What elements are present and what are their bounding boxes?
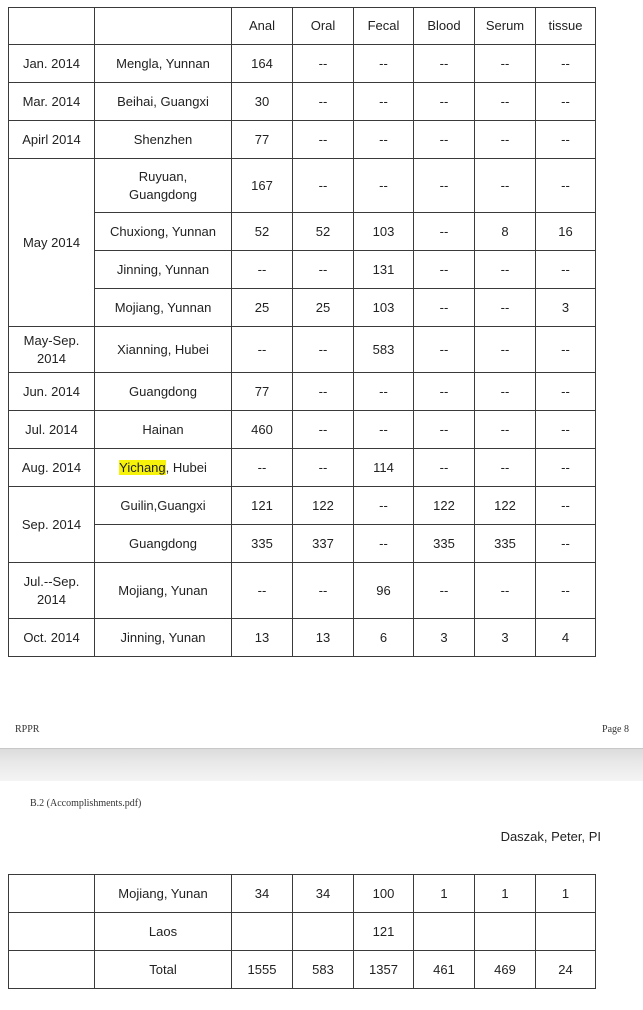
location-cell: Beihai, Guangxi [95,83,232,121]
total-row [9,951,596,989]
fecal-cell: -- [354,525,414,563]
fecal-cell: -- [354,373,414,411]
table-row [9,487,596,525]
location-cell [95,449,232,487]
tissue-total: 24 [536,951,596,989]
location-cell: Guangdong [95,373,232,411]
anal-cell: 77 [232,121,293,159]
fecal-cell: -- [354,159,414,213]
tissue-cell: -- [536,121,596,159]
table-row [9,875,596,913]
oral-cell: -- [293,449,354,487]
anal-cell: 335 [232,525,293,563]
serum-total: 469 [475,951,536,989]
page-separator [0,748,643,781]
serum-cell: -- [475,121,536,159]
oral-cell: -- [293,83,354,121]
serum-cell: -- [475,449,536,487]
table-row [9,121,596,159]
oral-cell: 52 [293,213,354,251]
blood-cell: -- [414,449,475,487]
anal-cell: 25 [232,289,293,327]
table-row [9,619,596,657]
anal-cell: -- [232,327,293,373]
serum-cell: 8 [475,213,536,251]
location-cell: Jinning, Yunnan [95,251,232,289]
fecal-total: 1357 [354,951,414,989]
tissue-cell [536,913,596,951]
tissue-cell: -- [536,563,596,619]
oral-cell: -- [293,159,354,213]
blood-cell: -- [414,159,475,213]
date-cell [9,875,95,913]
serum-cell: 122 [475,487,536,525]
tissue-cell: 3 [536,289,596,327]
table-row [9,159,596,213]
location-cell: Guangdong [95,525,232,563]
location-cell: Hainan [95,411,232,449]
serum-cell: 3 [475,619,536,657]
tissue-cell: 1 [536,875,596,913]
tissue-cell: -- [536,251,596,289]
header-cell [9,8,95,45]
tissue-cell: -- [536,327,596,373]
samples-table [8,7,596,657]
fecal-cell: 583 [354,327,414,373]
header-cell: tissue [536,8,596,45]
anal-cell: 52 [232,213,293,251]
blood-cell: -- [414,327,475,373]
oral-cell: 337 [293,525,354,563]
fecal-cell: 103 [354,289,414,327]
blood-cell: -- [414,45,475,83]
oral-cell [293,913,354,951]
fecal-cell: 114 [354,449,414,487]
oral-cell: -- [293,45,354,83]
blood-cell: 335 [414,525,475,563]
location-cell: Laos [95,913,232,951]
fecal-cell: -- [354,45,414,83]
table-row [9,411,596,449]
fecal-cell: 96 [354,563,414,619]
serum-cell: -- [475,83,536,121]
footer-rppr: RPPR [15,724,40,735]
anal-cell: 77 [232,373,293,411]
location-rest: , Hubei [165,459,207,475]
samples-table-continued [8,874,596,989]
header-cell: Oral [293,8,354,45]
serum-cell: -- [475,563,536,619]
table-row [9,289,596,327]
header-cell: Blood [414,8,475,45]
blood-cell: -- [414,83,475,121]
fecal-cell: 100 [354,875,414,913]
date-cell: Jun. 2014 [9,373,95,411]
date-cell: May-Sep. 2014 [9,327,95,373]
oral-cell: -- [293,121,354,159]
tissue-cell: -- [536,159,596,213]
location-cell: Jinning, Yunan [95,619,232,657]
oral-cell: -- [293,411,354,449]
date-cell: Sep. 2014 [9,487,95,563]
header-row [9,8,596,45]
table-row [9,45,596,83]
serum-cell: -- [475,327,536,373]
table-row [9,449,596,487]
location-cell: Mojiang, Yunan [95,875,232,913]
date-cell [9,951,95,989]
date-cell: Apirl 2014 [9,121,95,159]
serum-cell: -- [475,373,536,411]
tissue-cell: -- [536,373,596,411]
oral-total: 583 [293,951,354,989]
header-cell: Serum [475,8,536,45]
fecal-cell: 121 [354,913,414,951]
date-cell: Jan. 2014 [9,45,95,83]
tissue-cell: -- [536,525,596,563]
table-row [9,83,596,121]
oral-cell: 34 [293,875,354,913]
anal-cell: 121 [232,487,293,525]
location-cell: Xianning, Hubei [95,327,232,373]
total-label: Total [95,951,232,989]
blood-cell: -- [414,121,475,159]
date-cell: May 2014 [9,159,95,327]
oral-cell: 122 [293,487,354,525]
oral-cell: -- [293,373,354,411]
fecal-cell: 131 [354,251,414,289]
table-row [9,913,596,951]
fecal-cell: 103 [354,213,414,251]
blood-cell: 122 [414,487,475,525]
oral-cell: 13 [293,619,354,657]
oral-cell: -- [293,563,354,619]
blood-cell: -- [414,251,475,289]
table-row [9,373,596,411]
serum-cell [475,913,536,951]
date-cell [9,913,95,951]
serum-cell: -- [475,251,536,289]
serum-cell: -- [475,411,536,449]
anal-cell: 30 [232,83,293,121]
blood-cell: -- [414,563,475,619]
serum-cell: -- [475,289,536,327]
blood-cell: -- [414,373,475,411]
anal-cell: 13 [232,619,293,657]
anal-cell: 167 [232,159,293,213]
date-cell: Mar. 2014 [9,83,95,121]
tissue-cell: -- [536,83,596,121]
date-cell: Jul. 2014 [9,411,95,449]
pi-name: Daszak, Peter, PI [500,829,601,844]
anal-total: 1555 [232,951,293,989]
header-cell: Anal [232,8,293,45]
tissue-cell: -- [536,411,596,449]
oral-cell: -- [293,251,354,289]
blood-cell: 3 [414,619,475,657]
tissue-cell: 16 [536,213,596,251]
date-cell: Jul.--Sep. 2014 [9,563,95,619]
location-cell: Guilin,Guangxi [95,487,232,525]
search-highlight: Yichang [119,459,166,475]
blood-cell [414,913,475,951]
anal-cell: -- [232,449,293,487]
location-cell: Shenzhen [95,121,232,159]
anal-cell: -- [232,251,293,289]
table-row [9,213,596,251]
header-cell [95,8,232,45]
tissue-cell: -- [536,45,596,83]
fecal-cell: 6 [354,619,414,657]
serum-cell: -- [475,159,536,213]
tissue-cell: -- [536,449,596,487]
location-cell: Chuxiong, Yunnan [95,213,232,251]
page-number: Page 8 [602,724,629,735]
date-cell: Oct. 2014 [9,619,95,657]
tissue-cell: -- [536,487,596,525]
table-row [9,563,596,619]
location-cell: Ruyuan, Guangdong [95,159,232,213]
location-cell: Mengla, Yunnan [95,45,232,83]
fecal-cell: -- [354,487,414,525]
anal-cell: 460 [232,411,293,449]
table-row [9,327,596,373]
blood-cell: -- [414,213,475,251]
table-row [9,525,596,563]
anal-cell: 164 [232,45,293,83]
serum-cell: -- [475,45,536,83]
next-page-header: B.2 (Accomplishments.pdf) [30,798,142,809]
oral-cell: 25 [293,289,354,327]
header-cell: Fecal [354,8,414,45]
location-cell: Mojiang, Yunnan [95,289,232,327]
fecal-cell: -- [354,83,414,121]
date-cell: Aug. 2014 [9,449,95,487]
fecal-cell: -- [354,121,414,159]
blood-cell: -- [414,411,475,449]
tissue-cell: 4 [536,619,596,657]
serum-cell: 335 [475,525,536,563]
table-row [9,251,596,289]
blood-total: 461 [414,951,475,989]
anal-cell: -- [232,563,293,619]
anal-cell: 34 [232,875,293,913]
oral-cell: -- [293,327,354,373]
serum-cell: 1 [475,875,536,913]
location-cell: Mojiang, Yunan [95,563,232,619]
fecal-cell: -- [354,411,414,449]
blood-cell: 1 [414,875,475,913]
blood-cell: -- [414,289,475,327]
anal-cell [232,913,293,951]
